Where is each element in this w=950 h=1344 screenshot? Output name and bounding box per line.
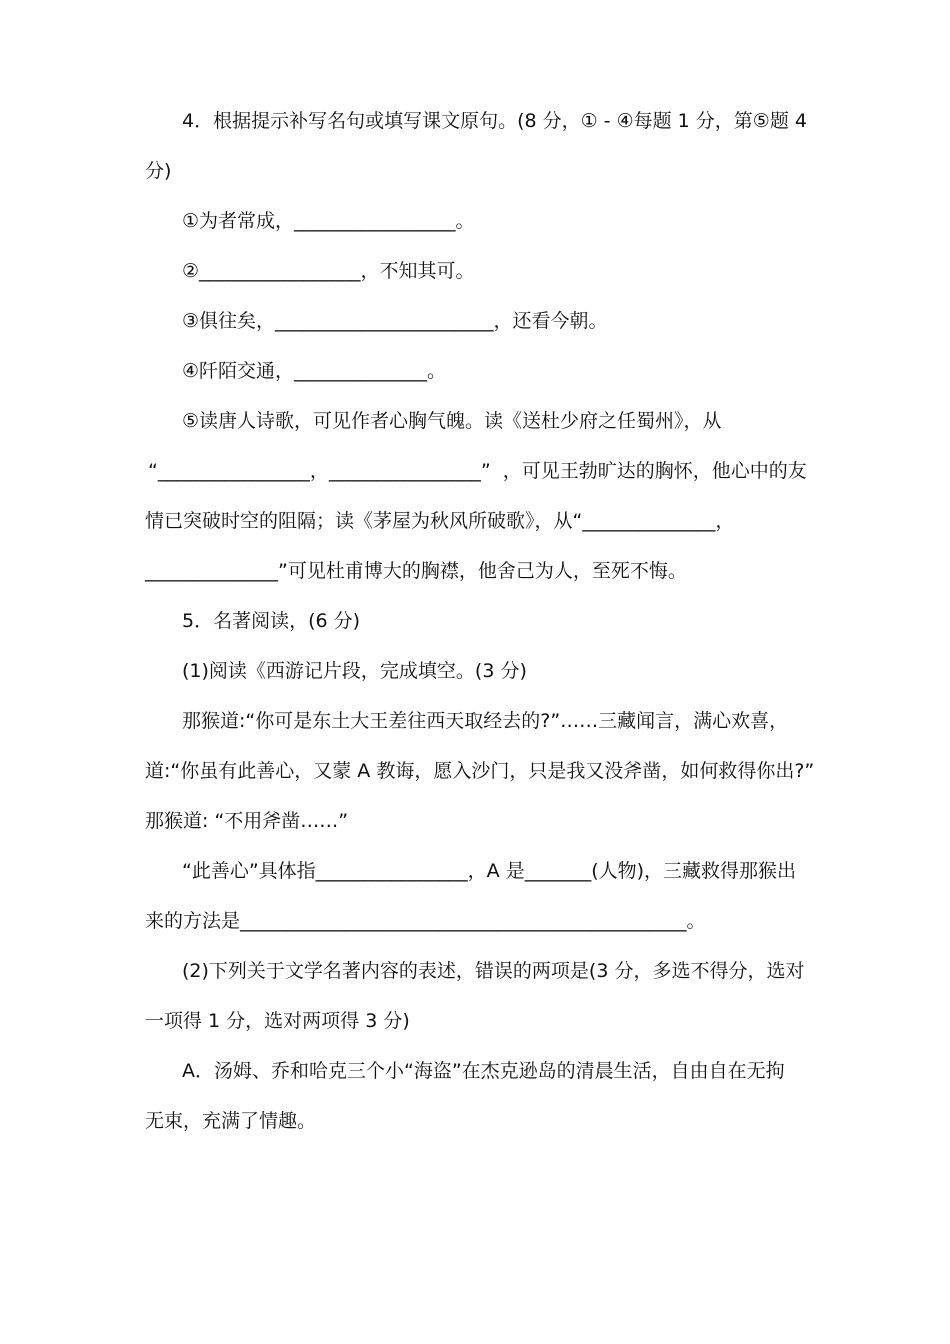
q5-header: 5．名著阅读，(6 分)	[182, 610, 361, 632]
q4-header-line2: 分)	[145, 160, 172, 182]
q5-option-a-line2: 无束，充满了情趣。	[145, 1110, 317, 1132]
q5-sub2-line2: 一项得 1 分，选对两项得 3 分)	[145, 1010, 410, 1032]
q5-passage-line3: 那猴道: “不用斧凿……”	[145, 810, 349, 832]
q4-item-1: ①为者常成，_________________。	[182, 210, 475, 232]
q5-option-a-line1: A．汤姆、乔和哈克三个小“海盗”在杰克逊岛的清晨生活，自由自在无拘	[182, 1060, 785, 1082]
q4-item-5-line1: ⑤读唐人诗歌，可见作者心胸气魄。读《送杜少府之任蜀州》，从	[182, 410, 722, 432]
q5-passage-line2: 道:“你虽有此善心，又蒙 A 教诲，愿入沙门，只是我又没斧凿，如何救得你出?”	[145, 760, 815, 782]
q4-item-4: ④阡陌交通，______________。	[182, 360, 447, 382]
q5-sub1-title: (1)阅读《西游记片段，完成填空。(3 分)	[182, 660, 527, 682]
q4-item-3: ③俱往矣，_______________________，还看今朝。	[182, 310, 608, 332]
q5-sub2-line1: (2)下列关于文学名著内容的表述，错误的两项是(3 分，多选不得分，选对	[182, 960, 805, 982]
q4-item-2: ②_________________，不知其可。	[182, 260, 475, 282]
q5-fill-line2: 来的方法是_______________________________________________。	[145, 910, 706, 932]
q4-item-5-line4: ______________”可见杜甫博大的胸襟，他舍己为人，至死不悔。	[145, 560, 687, 582]
q4-item-5-line3: 情已突破时空的阻隔；读《茅屋为秋风所破歌》，从“______________，	[145, 510, 735, 532]
q4-header-line1: 4．根据提示补写名句或填写课文原句。(8 分，① - ④每题 1 分，第⑤题 4	[182, 110, 807, 132]
q4-item-5-line2: “________________，________________” ，可见王勃旷达的胸怀，他心中的友	[148, 460, 807, 482]
q5-passage-line1: 那猴道:“你可是东土大王差往西天取经去的?”……三藏闻言，满心欢喜，	[182, 710, 789, 732]
q5-fill-line1: “此善心”具体指________________，A 是_______(人物)，三藏救得那猴出	[182, 860, 797, 882]
